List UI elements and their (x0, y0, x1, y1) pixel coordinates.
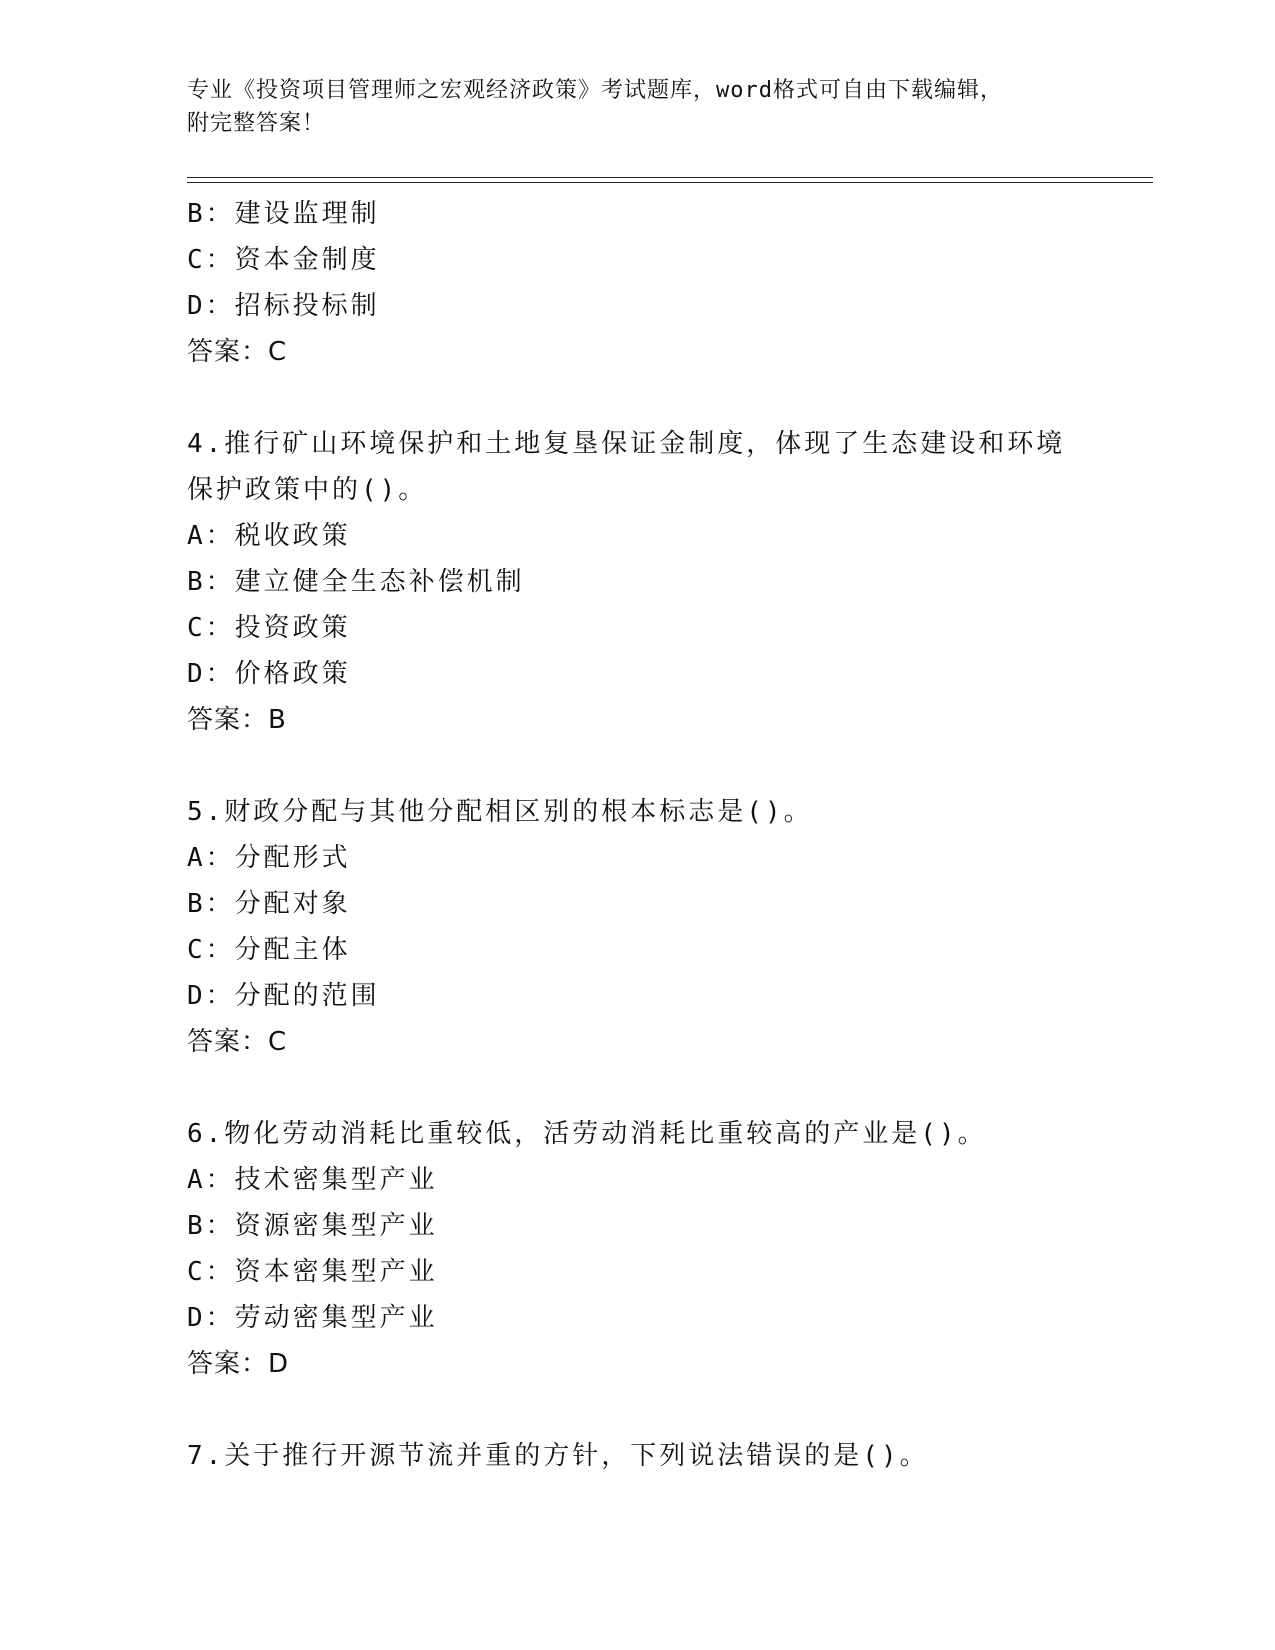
option-b: B：建设监理制 (187, 199, 380, 229)
option-d: D：招标投标制 (187, 291, 380, 321)
question-block (187, 421, 1087, 743)
option-b: B：分配对象 (187, 889, 351, 919)
answer-line: 答案：C (187, 1027, 288, 1057)
question-stem-line: 保护政策中的()。 (187, 475, 428, 505)
question-stem-line: 4.推行矿山环境保护和土地复垦保证金制度，体现了生态建设和环境 (187, 429, 1066, 459)
option-b: B：建立健全生态补偿机制 (187, 567, 525, 597)
header-divider-bottom (187, 182, 1153, 183)
option-d: D：价格政策 (187, 659, 351, 689)
question-block (187, 191, 1087, 375)
answer-line: 答案：D (187, 1349, 290, 1379)
option-a: A：分配形式 (187, 843, 351, 873)
question-list (187, 191, 1087, 1479)
option-c: C：资本金制度 (187, 245, 380, 275)
header-line-1: 专业《投资项目管理师之宏观经济政策》考试题库，word格式可自由下载编辑， (187, 78, 1003, 103)
answer-line: 答案：B (187, 705, 287, 735)
question-block (187, 789, 1087, 1065)
option-d: D：劳动密集型产业 (187, 1303, 438, 1333)
question-stem-line: 6.物化劳动消耗比重较低，活劳动消耗比重较高的产业是()。 (187, 1119, 987, 1149)
spacer (187, 743, 1087, 789)
question-block (187, 1111, 1087, 1387)
header-line-2: 附完整答案！ (187, 111, 326, 136)
option-d: D：分配的范围 (187, 981, 380, 1011)
spacer (187, 1387, 1087, 1433)
header-divider-top (187, 177, 1153, 178)
question-block (187, 1433, 1087, 1479)
spacer (187, 1065, 1087, 1111)
option-c: C：投资政策 (187, 613, 351, 643)
option-a: A：技术密集型产业 (187, 1165, 438, 1195)
option-a: A：税收政策 (187, 521, 351, 551)
option-b: B：资源密集型产业 (187, 1211, 438, 1241)
option-c: C：资本密集型产业 (187, 1257, 438, 1287)
answer-line: 答案：C (187, 337, 288, 367)
spacer (187, 375, 1087, 421)
option-c: C：分配主体 (187, 935, 351, 965)
document-header (187, 74, 1087, 140)
question-stem-line: 7.关于推行开源节流并重的方针，下列说法错误的是()。 (187, 1441, 929, 1471)
question-stem-line: 5.财政分配与其他分配相区别的根本标志是()。 (187, 797, 813, 827)
